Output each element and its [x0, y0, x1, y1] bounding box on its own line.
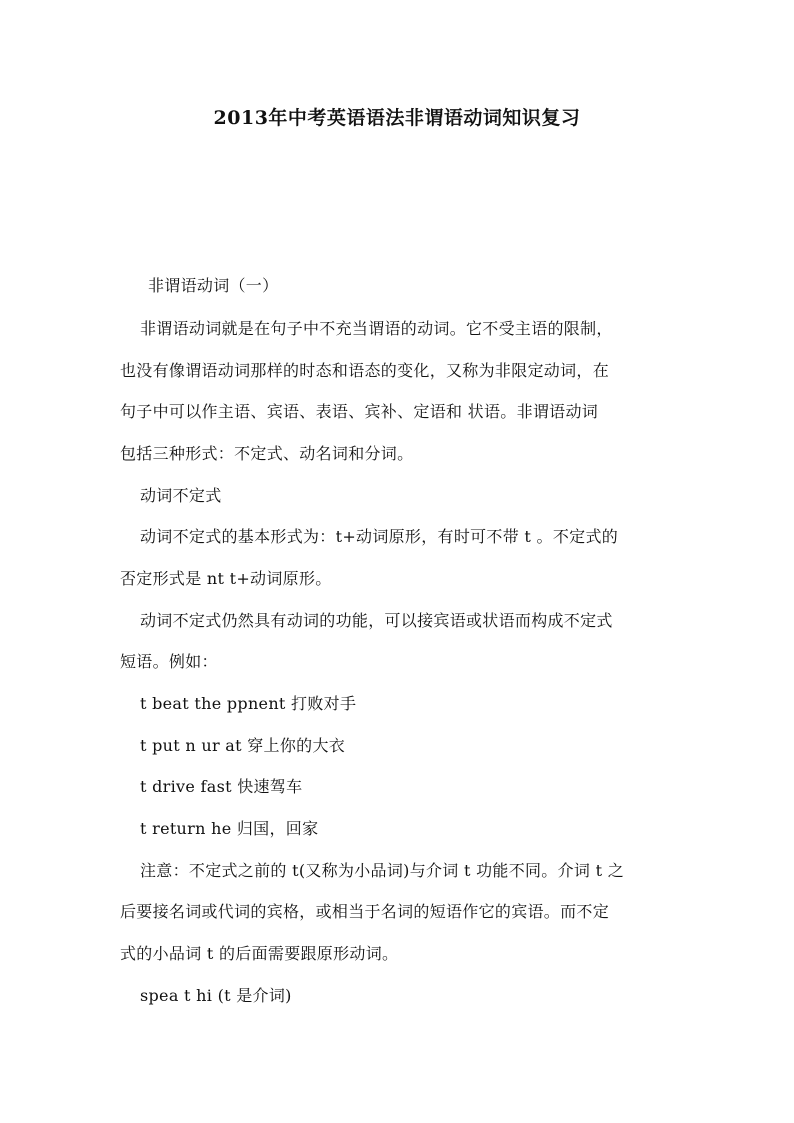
paragraph-line: 否定形式是 nt t+动词原形。 — [120, 569, 332, 588]
note-line: 后要接名词或代词的宾格，或相当于名词的短语作它的宾语。而不定 — [120, 902, 610, 921]
example-line: spea t hi (t 是介词) — [140, 986, 292, 1005]
paragraph-line: 非谓语动词就是在句子中不充当谓语的动词。它不受主语的限制， — [140, 319, 613, 338]
note-line: 式的小品词 t 的后面需要跟原形动词。 — [120, 944, 399, 963]
paragraph-line: 短语。例如： — [120, 652, 218, 671]
subsection-heading: 动词不定式 — [140, 486, 222, 505]
example-line: t put n ur at 穿上你的大衣 — [140, 736, 346, 755]
example-line: t beat the ppnent 打败对手 — [140, 694, 357, 713]
example-line: t drive fast 快速驾车 — [140, 777, 303, 796]
example-line: t return he 归国，回家 — [140, 819, 319, 838]
paragraph-line: 句子中可以作主语、宾语、表语、宾补、定语和 状语。非谓语动词 — [120, 402, 599, 421]
paragraph-line: 动词不定式的基本形式为：t+动词原形，有时可不带 t 。不定式的 — [140, 527, 619, 546]
paragraph-line: 也没有像谓语动词那样的时态和语态的变化，又称为非限定动词，在 — [120, 361, 610, 380]
paragraph-line: 包括三种形式：不定式、动名词和分词。 — [120, 444, 414, 463]
document-title: 2013年中考英语语法非谓语动词知识复习 — [213, 107, 581, 129]
paragraph-line: 动词不定式仍然具有动词的功能，可以接宾语或状语而构成不定式 — [140, 611, 613, 630]
note-line: 注意：不定式之前的 t(又称为小品词)与介词 t 功能不同。介词 t 之 — [140, 861, 625, 880]
section-heading: 非谓语动词（一） — [148, 276, 279, 295]
